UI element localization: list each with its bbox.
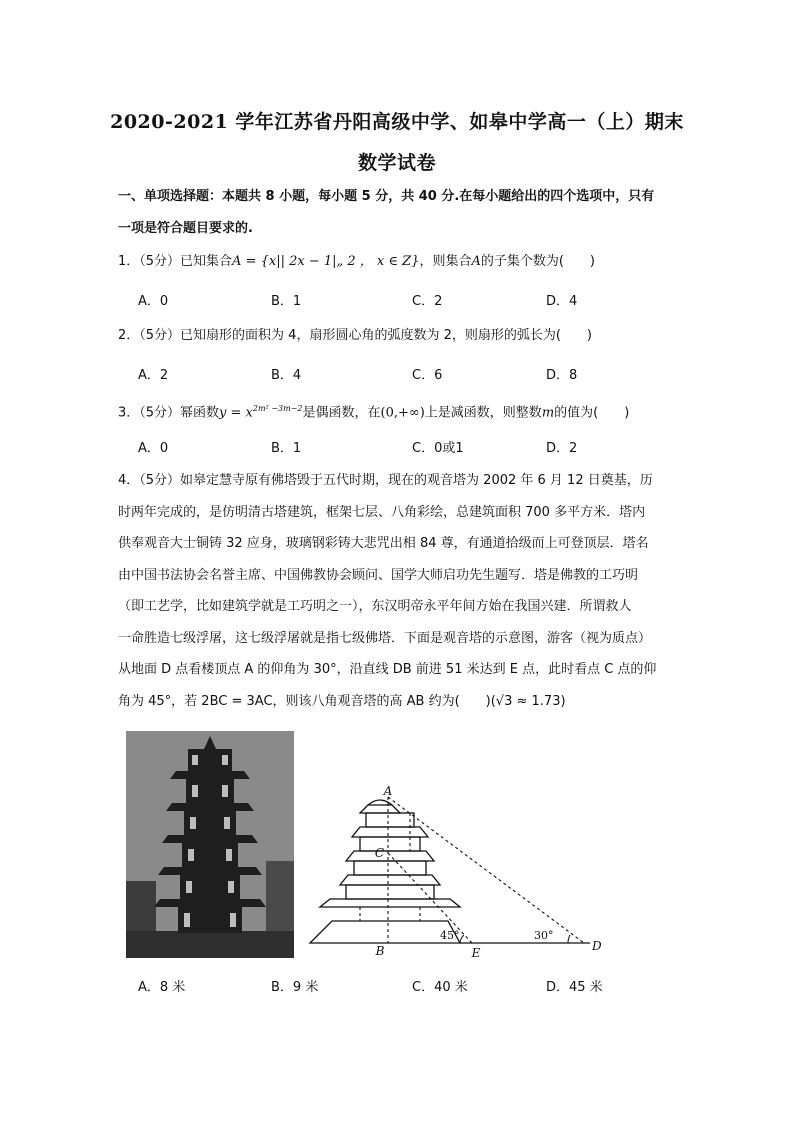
q3-mid: 是偶函数，在	[302, 405, 381, 421]
diagram-label-b: B	[375, 944, 385, 958]
q1-suffix2: 的子集个数为( )	[480, 254, 595, 269]
q1-option-d[interactable]: D．4	[546, 294, 578, 309]
q4-option-d[interactable]: D．45 米	[546, 980, 603, 995]
q3-option-c[interactable]: C．0或1	[412, 441, 464, 456]
q1-suffix: ，则集合	[419, 254, 472, 269]
diagram-eave-3	[340, 875, 440, 885]
diagram-label-a: A	[383, 785, 393, 798]
q1-option-a[interactable]: A．0	[138, 294, 169, 309]
diagram-tier-2	[360, 837, 420, 851]
q2-option-d[interactable]: D．8	[546, 368, 578, 383]
q3-option-a[interactable]: A．0	[138, 441, 169, 456]
exam-title: 2020-2021 学年江苏省丹阳高级中学、如皋中学高一（上）期末	[110, 111, 684, 133]
q3-var: m	[541, 405, 555, 421]
q1-set: A = {x|| 2x − 1|„ 2 ， x ∈ Z}	[232, 254, 420, 269]
q4-line: 从地面 D 点看楼顶点 A 的仰角为 30°，沿直线 DB 前进 51 米达到 E 点，此时看点 C 点的仰	[118, 662, 657, 677]
q3-suffix: 上是减函数，则整数	[424, 405, 542, 421]
question-2: 2．（5分）已知扇形的面积为 4，扇形圆心角的弧度数为 2，则扇形的弧长为( )	[118, 328, 592, 343]
q4-option-c[interactable]: C．40 米	[412, 980, 468, 995]
diagram-label-e: E	[471, 946, 481, 960]
section-heading-line1: 一、单项选择题：本题共 8 小题，每小题 5 分，共 40 分.在每小题给出的四个选项中，只有	[118, 189, 655, 204]
q3-interval: (0,+∞)	[380, 405, 425, 421]
q4-line: 由中国书法协会名誉主席、中国佛教协会顾问、国学大师启功先生题写．塔是佛教的工巧明	[118, 567, 639, 583]
diagram-angle-30-arc	[568, 935, 570, 943]
q3-option-b[interactable]: B．1	[271, 441, 302, 456]
diagram-label-d: D	[592, 939, 602, 953]
q4-option-a[interactable]: A．8 米	[138, 980, 186, 995]
q2-option-c[interactable]: C．6	[412, 368, 443, 383]
section-heading	[118, 181, 678, 245]
q1-option-b[interactable]: B．1	[271, 294, 302, 309]
q1-prefix: 1．（5分）已知集合	[118, 254, 233, 269]
q4-line: 一命胜造七级浮屠，这七级浮屠就是指七级佛塔．下面是观音塔的示意图，游客（视为质点）	[118, 630, 652, 646]
diagram-tier-4	[346, 885, 434, 899]
q1-option-c[interactable]: C．2	[412, 294, 443, 309]
q2-option-b[interactable]: B．4	[271, 368, 302, 383]
question-1	[118, 252, 678, 272]
pagoda-diagram	[300, 785, 620, 965]
pagoda-photo-drawing	[126, 731, 294, 958]
diagram-angle-30-label: 30°	[534, 929, 554, 942]
pagoda-photo	[126, 731, 294, 958]
diagram-angle-45-label: 45°	[440, 929, 460, 942]
diagram-roof-top	[360, 805, 400, 813]
question-3	[118, 399, 678, 423]
diagram-eave-2	[346, 851, 434, 861]
diagram-eave-1	[352, 827, 428, 837]
q4-line: 4．（5分）如皋定慧寺原有佛塔毁于五代时期，现在的观音塔为 2002 年 6 月 12 日奠基，历	[118, 473, 653, 488]
diagram-tier-3	[354, 861, 426, 875]
q4-line: 角为 45°，若 2BC = 3AC，则该八角观音塔的高 AB 约为( )(√3 ≈ 1.73)	[118, 693, 566, 709]
q1-var: A	[471, 254, 481, 269]
diagram-eave-4	[320, 899, 460, 907]
q2-option-a[interactable]: A．2	[138, 368, 169, 383]
diagram-tier-1	[366, 813, 414, 827]
diagram-label-c: C	[374, 846, 384, 860]
q3-exponent: 2m² −3m−2	[252, 404, 303, 413]
q4-line: 供奉观音大士铜铸 32 应身，玻璃钢彩铸大悲咒出相 84 尊，有通道拾级而上可登顶层．塔名	[118, 536, 649, 551]
q4-line: 时两年完成的，是仿明清古塔建筑，框架七层、八角彩绘，总建筑面积 700 多平方米．塔内	[118, 504, 646, 520]
q4-option-b[interactable]: B．9 米	[271, 980, 319, 995]
q3-option-d[interactable]: D．2	[546, 441, 578, 456]
q3-prefix: 3．（5分）幂函数	[118, 405, 220, 421]
q3-suffix2: 的值为( )	[554, 405, 630, 421]
section-heading-line2: 一项是符合题目要求的.	[118, 221, 253, 236]
q4-line: （即工艺学，比如建筑学就是工巧明之一），东汉明帝永平年间方始在我国兴建．所谓救人	[118, 599, 632, 614]
diagram-angle-45-arc	[460, 935, 464, 943]
diagram-base	[310, 921, 460, 943]
q3-func: y = x	[219, 405, 253, 421]
exam-subtitle: 数学试卷	[357, 152, 436, 174]
question-4	[118, 465, 678, 717]
